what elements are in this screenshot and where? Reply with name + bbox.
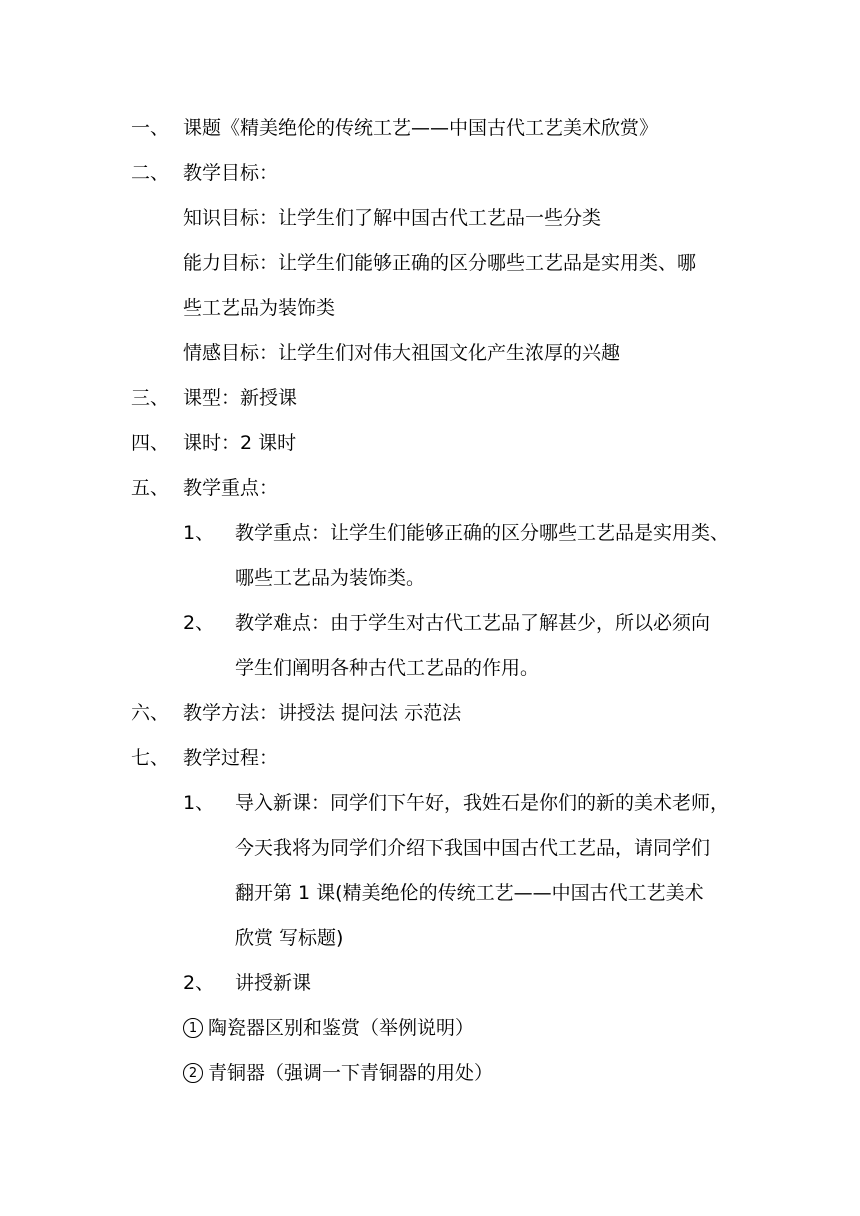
intro-line1: 导入新课：同学们下午好，我姓石是你们的新的美术老师， (235, 792, 730, 814)
sub-number: 2、 (183, 972, 215, 994)
section-number: 七、 (131, 747, 170, 769)
teaching-methods: 教学方法：讲授法 提问法 示范法 (183, 702, 462, 724)
intro-line3: 翻开第 1 课(精美绝伦的传统工艺——中国古代工艺美术 (235, 882, 704, 904)
lesson-type: 课型：新授课 (183, 387, 298, 409)
bronze-item: 青铜器（强调一下青铜器的用处） (208, 1062, 494, 1084)
new-lesson: 讲授新课 (235, 972, 312, 994)
difficulty-line1: 教学难点：由于学生对古代工艺品了解甚少，所以必须向 (235, 612, 711, 634)
section-number: 四、 (131, 432, 170, 454)
section-number: 五、 (131, 477, 170, 499)
section-number: 六、 (131, 702, 170, 724)
intro-line4: 欣赏 写标题) (235, 927, 344, 949)
goal-knowledge: 知识目标：让学生们了解中国古代工艺品一些分类 (183, 207, 602, 229)
section-heading-process: 教学过程： (183, 747, 279, 769)
list-item (183, 1060, 493, 1086)
section-heading-goals: 教学目标： (183, 162, 279, 184)
difficulty-line2: 学生们阐明各种古代工艺品的作用。 (235, 657, 540, 679)
key-point-line1: 教学重点：让学生们能够正确的区分哪些工艺品是实用类、 (235, 522, 730, 544)
intro-line2: 今天我将为同学们介绍下我国中国古代工艺品，请同学们 (235, 837, 711, 859)
ceramics-item: 陶瓷器区别和鉴赏（举例说明） (208, 1017, 475, 1039)
circled-number-1: 1 (183, 1018, 203, 1038)
goal-ability-line2: 些工艺品为装饰类 (183, 297, 336, 319)
sub-number: 1、 (183, 792, 215, 814)
section-heading-key-points: 教学重点： (183, 477, 279, 499)
list-item (183, 1015, 474, 1041)
section-number: 二、 (131, 162, 170, 184)
goal-ability-line1: 能力目标：让学生们能够正确的区分哪些工艺品是实用类、哪 (183, 252, 697, 274)
circled-number-2: 2 (183, 1063, 203, 1083)
goal-emotion: 情感目标：让学生们对伟大祖国文化产生浓厚的兴趣 (183, 342, 621, 364)
lesson-hours: 课时：2 课时 (183, 432, 297, 454)
section-number: 三、 (131, 387, 170, 409)
lesson-title: 课题《精美绝伦的传统工艺——中国古代工艺美术欣赏》 (183, 117, 659, 139)
section-number: 一、 (131, 117, 170, 139)
sub-number: 2、 (183, 612, 215, 634)
sub-number: 1、 (183, 522, 215, 544)
key-point-line2: 哪些工艺品为装饰类。 (235, 567, 426, 589)
